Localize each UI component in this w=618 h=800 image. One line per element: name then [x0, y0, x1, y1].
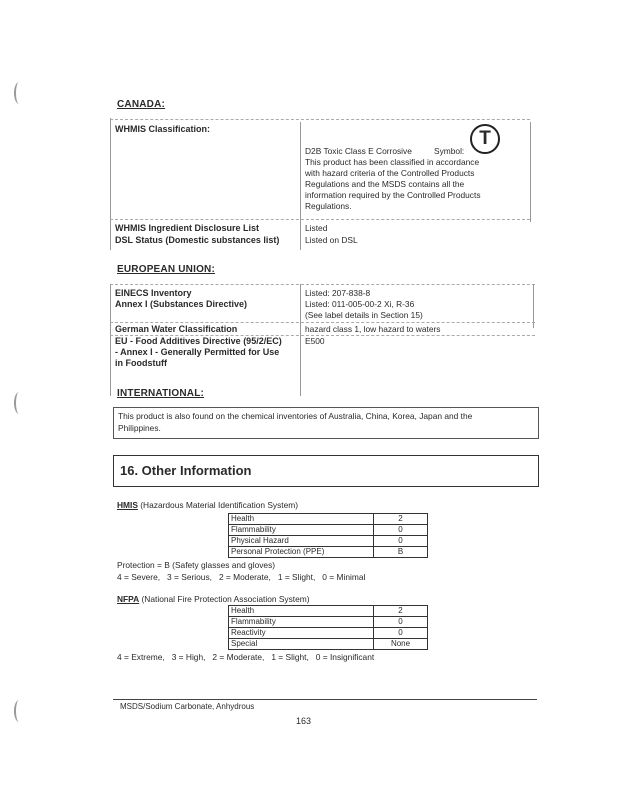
canada-heading: CANADA:	[117, 99, 166, 110]
nfpa-row-value: None	[374, 639, 428, 650]
einecs-label: EINECS Inventory	[115, 288, 192, 298]
eu-column-divider	[300, 284, 301, 396]
nfpa-heading	[117, 594, 310, 605]
canada-top-rule	[110, 119, 530, 120]
table-row	[229, 547, 428, 558]
whmis-classification-label: WHMIS Classification:	[115, 124, 211, 134]
canada-left-border	[110, 118, 111, 250]
hmis-row-value: 0	[374, 536, 428, 547]
hmis-protection-note: Protection = B (Safety glasses and gloves)	[117, 560, 276, 570]
page-number: 163	[296, 716, 312, 726]
table-row	[229, 617, 428, 628]
food-additives-label-1: EU - Food Additives Directive (95/2/EC)	[115, 336, 282, 346]
canada-right-border	[530, 122, 531, 222]
hmis-scale: 4 = Severe, 3 = Serious, 2 = Moderate, 1 = Slight, 0 = Minimal	[117, 572, 366, 582]
nfpa-full-name: (National Fire Protection Association System)	[139, 594, 310, 604]
eu-left-border	[110, 284, 111, 396]
nfpa-row-label: Flammability	[229, 617, 374, 628]
nfpa-row-label: Reactivity	[229, 628, 374, 639]
eu-top-rule	[110, 284, 535, 285]
hmis-row-label: Health	[229, 514, 374, 525]
whmis-symbol-label: Symbol:	[434, 146, 465, 156]
whmis-text-line-2: with hazard criteria of the Controlled Products	[305, 168, 475, 178]
canada-mid-rule	[110, 219, 530, 220]
table-row	[229, 639, 428, 650]
hmis-abbr: HMIS	[117, 500, 138, 510]
whmis-text-line-1: This product has been classified in accordance	[305, 157, 480, 167]
ingredient-disclosure-value: Listed	[305, 223, 328, 233]
ingredient-disclosure-label: WHMIS Ingredient Disclosure List	[115, 223, 260, 233]
binder-hole-mark-middle	[14, 392, 24, 414]
nfpa-row-label: Special	[229, 639, 374, 650]
einecs-value: Listed: 207-838-8	[305, 288, 371, 298]
canada-column-divider	[300, 122, 301, 250]
table-row	[229, 536, 428, 547]
nfpa-table	[228, 605, 428, 650]
table-row	[229, 606, 428, 617]
nfpa-row-value: 0	[374, 617, 428, 628]
hmis-full-name: (Hazardous Material Identification System)	[137, 500, 299, 510]
annex-label: Annex I (Substances Directive)	[115, 299, 248, 309]
international-text-2: Philippines.	[118, 423, 161, 433]
whmis-text-line-4: information required by the Controlled Products	[305, 190, 481, 200]
binder-hole-mark-bottom	[14, 700, 24, 722]
food-additives-label-2: - Annex I - Generally Permitted for Use	[115, 347, 280, 357]
hmis-heading	[117, 500, 298, 511]
whmis-class-value: D2B Toxic Class E Corrosive	[305, 146, 412, 156]
toxic-symbol-glyph: T	[479, 128, 491, 149]
toxic-symbol-icon	[470, 124, 500, 154]
hmis-row-value: 0	[374, 525, 428, 536]
eu-heading: EUROPEAN UNION:	[117, 264, 216, 275]
hmis-row-value: B	[374, 547, 428, 558]
hmis-row-label: Physical Hazard	[229, 536, 374, 547]
table-row	[229, 628, 428, 639]
german-water-label: German Water Classification	[115, 324, 238, 334]
hmis-row-label: Flammability	[229, 525, 374, 536]
annex-value-1: Listed: 011-005-00-2 Xi, R-36	[305, 299, 415, 309]
whmis-text-line-3: Regulations and the MSDS contains all the	[305, 179, 465, 189]
dsl-status-label: DSL Status (Domestic substances list)	[115, 235, 280, 245]
whmis-text-line-5: Regulations.	[305, 201, 352, 211]
nfpa-row-label: Health	[229, 606, 374, 617]
nfpa-row-value: 2	[374, 606, 428, 617]
hmis-table	[228, 513, 428, 558]
food-additives-value: E500	[305, 336, 325, 346]
annex-value-2: (See label details in Section 15)	[305, 310, 423, 320]
footer-rule	[113, 699, 537, 700]
eu-rule-2	[110, 322, 535, 323]
food-additives-label-3: in Foodstuff	[115, 358, 167, 368]
international-heading: INTERNATIONAL:	[117, 388, 205, 399]
section16-title: 16. Other Information	[120, 463, 252, 478]
nfpa-abbr: NFPA	[117, 594, 140, 604]
hmis-row-label: Personal Protection (PPE)	[229, 547, 374, 558]
dsl-status-value: Listed on DSL	[305, 235, 358, 245]
table-row	[229, 525, 428, 536]
hmis-row-value: 2	[374, 514, 428, 525]
footer-doc-name: MSDS/Sodium Carbonate, Anhydrous	[120, 702, 255, 711]
german-water-value: hazard class 1, low hazard to waters	[305, 324, 441, 334]
nfpa-scale: 4 = Extreme, 3 = High, 2 = Moderate, 1 = Slight, 0 = Insignificant	[117, 652, 375, 662]
binder-hole-mark-top	[14, 82, 24, 104]
international-text-1: This product is also found on the chemical inventories of Australia, China, Korea, Japan and the	[118, 411, 473, 421]
table-row	[229, 514, 428, 525]
nfpa-row-value: 0	[374, 628, 428, 639]
